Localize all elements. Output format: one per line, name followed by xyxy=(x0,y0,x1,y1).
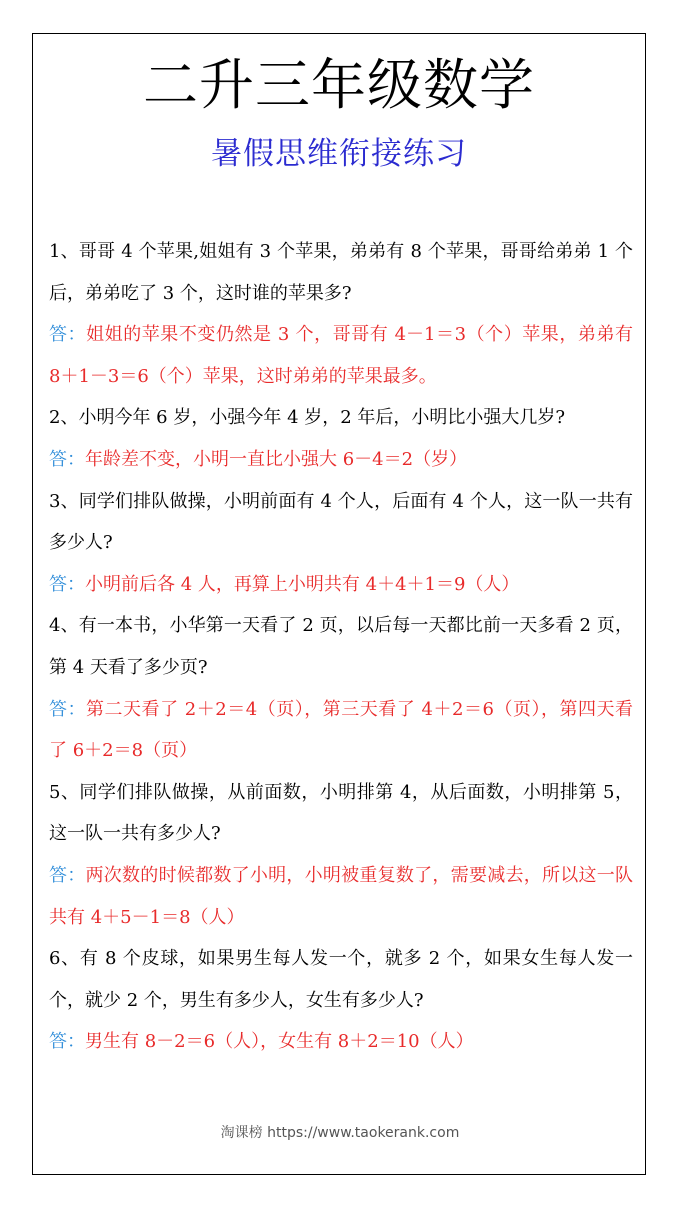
question-4: 4、有一本书，小华第一天看了 2 页，以后每一天都比前一天多看 2 页，第 4 天看了多少页? xyxy=(49,615,633,678)
question-3: 3、同学们排队做操，小明前面有 4 个人，后面有 4 个人，这一队一共有多少人? xyxy=(49,490,633,554)
answer-text: 小明前后各 4 人，再算上小明共有 4＋4＋1＝9（人） xyxy=(85,573,520,595)
answer-2 xyxy=(49,439,633,481)
answer-5 xyxy=(49,855,633,938)
answer-text: 男生有 8－2＝6（人），女生有 8＋2＝10（人） xyxy=(85,1031,474,1053)
answer-4 xyxy=(49,689,633,772)
page-title: 二升三年级数学 xyxy=(142,53,535,117)
answer-text: 第二天看了 2＋2＝4（页），第三天看了 4＋2＝6（页），第四天看了 6＋2＝8（页） xyxy=(49,698,634,762)
answer-6 xyxy=(49,1021,633,1063)
answer-label: 答： xyxy=(49,1031,85,1053)
question-2: 2、小明今年 6 岁，小强今年 4 岁，2 年后，小明比小强大几岁? xyxy=(49,407,566,429)
answer-text: 年龄差不变，小明一直比小强大 6－4＝2（岁） xyxy=(85,448,468,470)
worksheet-page xyxy=(32,33,646,1175)
answer-label: 答： xyxy=(49,448,85,470)
answer-1 xyxy=(49,314,633,397)
answer-3 xyxy=(49,564,633,606)
answer-text: 两次数的时候都数了小明，小明被重复数了，需要减去，所以这一队共有 4＋5－1＝8（人） xyxy=(49,864,634,928)
question-6: 6、有 8 个皮球，如果男生每人发一个，就多 2 个，如果女生每人发一个，就少 2 个，男生有多少人，女生有多少人? xyxy=(49,948,633,1011)
answer-label: 答： xyxy=(49,864,86,886)
footer-watermark: 淘课榜 https://www.taokerank.com xyxy=(220,1125,460,1141)
problem-list xyxy=(49,231,633,1063)
answer-text: 姐姐的苹果不变仍然是 3 个，哥哥有 4－1＝3（个）苹果，弟弟有 8＋1－3＝6（个）苹果，这时弟弟的苹果最多。 xyxy=(49,324,633,387)
answer-label: 答： xyxy=(49,698,87,720)
answer-label: 答： xyxy=(49,573,85,595)
answer-label: 答： xyxy=(49,324,87,346)
question-5: 5、同学们排队做操，从前面数，小明排第 4，从后面数，小明排第 5，这一队一共有多少人? xyxy=(49,781,633,845)
question-1: 1、哥哥 4 个苹果,姐姐有 3 个苹果，弟弟有 8 个苹果，哥哥给弟弟 1 个后，弟弟吃了 3 个，这时谁的苹果多? xyxy=(49,241,633,304)
page-subtitle: 暑假思维衔接练习 xyxy=(211,136,467,172)
